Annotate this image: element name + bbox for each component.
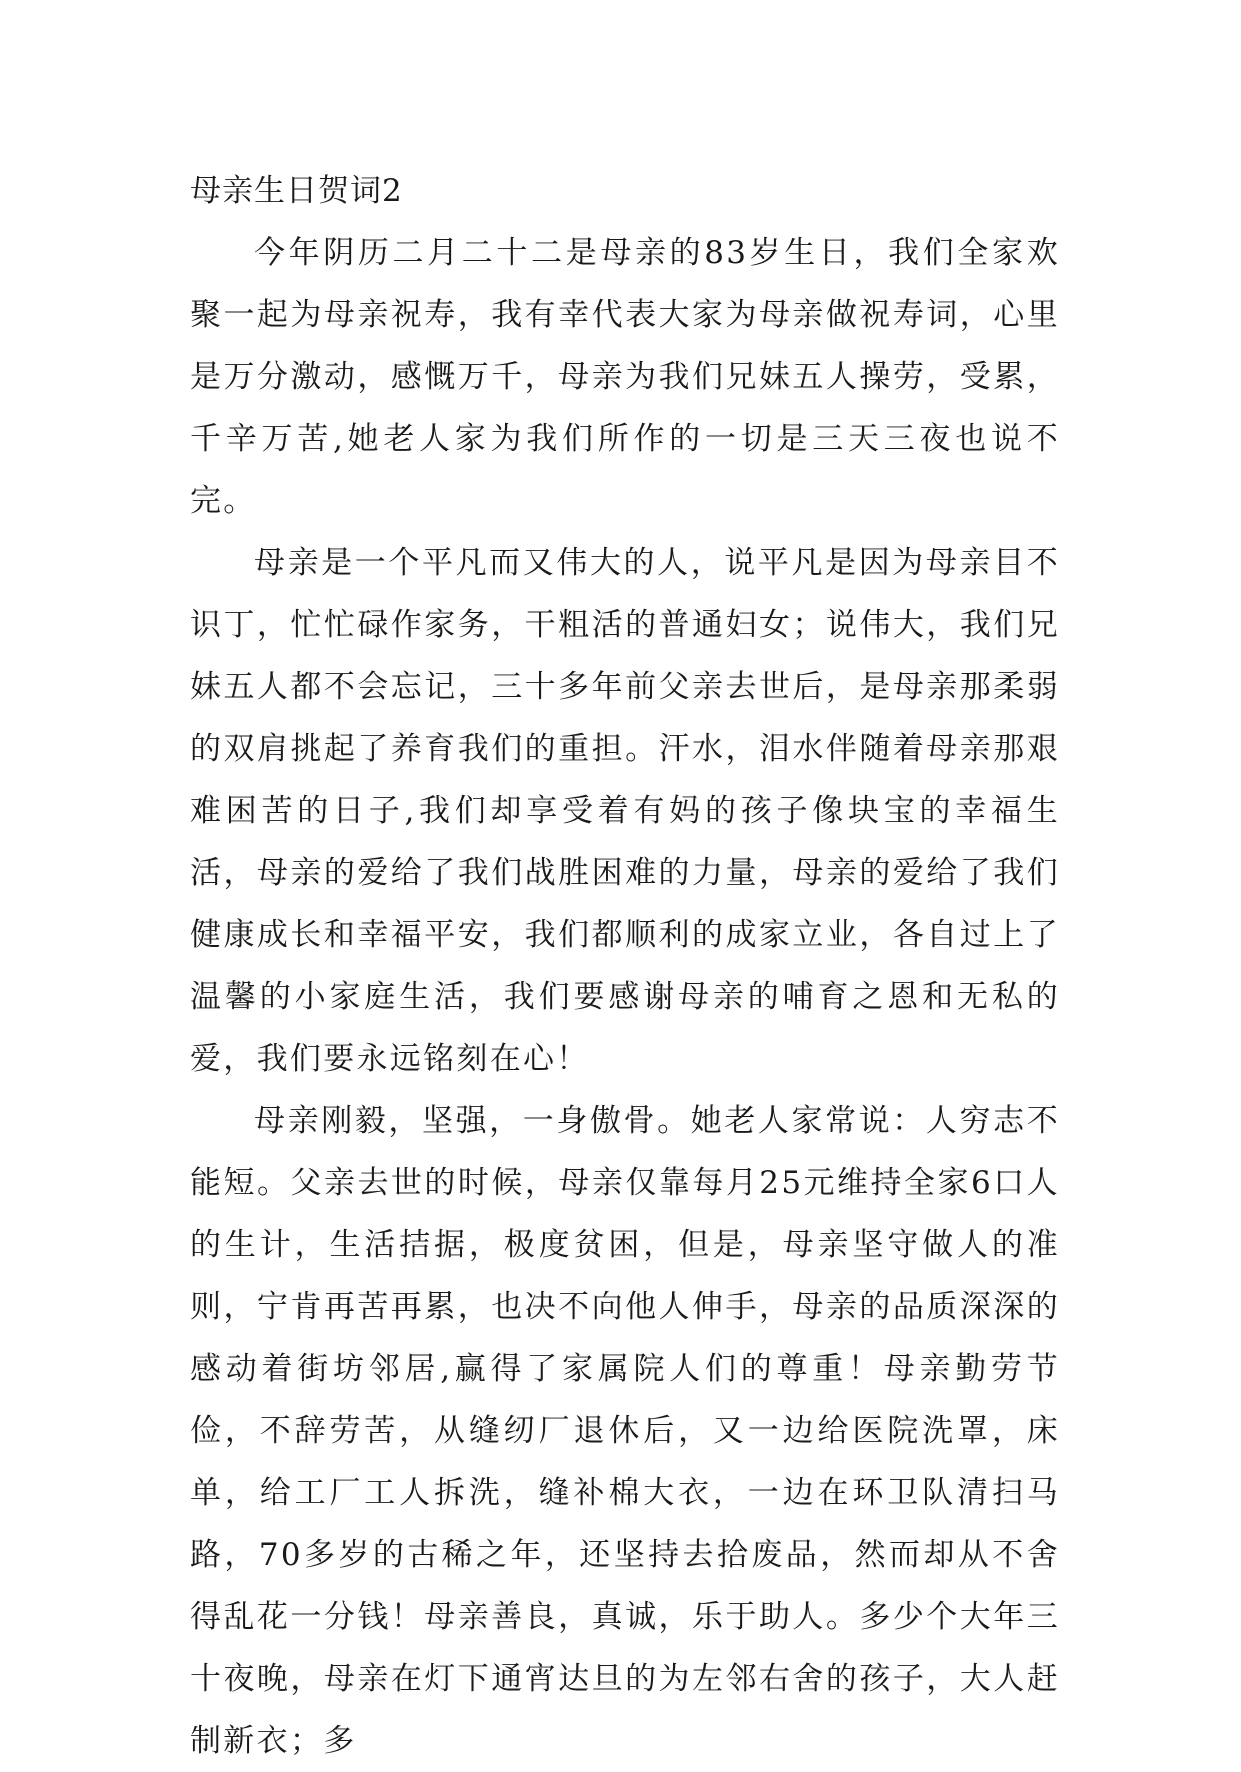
document-body [190,160,1060,1772]
paragraph-birthday-gathering: 今年阴历二月二十二是母亲的83岁生日，我们全家欢聚一起为母亲祝寿，我有幸代表大家为母亲做祝寿词，心里是万分激动，感慨万千，母亲为我们兄妹五人操劳，受累，千辛万苦,她老人家为我们所作的一切是三天三夜也说不完。 [190,235,1060,519]
document-title: 母亲生日贺词2 [190,173,403,209]
paragraph-ordinary-and-great: 母亲是一个平凡而又伟大的人，说平凡是因为母亲目不识丁，忙忙碌作家务，干粗活的普通妇女；说伟大，我们兄妹五人都不会忘记，三十多年前父亲去世后，是母亲那柔弱的双肩挑起了养育我们的重担。汗水，泪水伴随着母亲那艰难困苦的日子,我们却享受着有妈的孩子像块宝的幸福生活，母亲的爱给了我们战胜困难的力量，母亲的爱给了我们健康成长和幸福平安，我们都顺利的成家立业，各自过上了温馨的小家庭生活，我们要感谢母亲的哺育之恩和无私的爱，我们要永远铭刻在心！ [190,545,1060,1077]
paragraph-resilient-mother: 母亲刚毅，坚强，一身傲骨。她老人家常说：人穷志不能短。父亲去世的时候，母亲仅靠每月25元维持全家6口人的生计，生活拮据，极度贫困，但是，母亲坚守做人的准则，宁肯再苦再累，也决不向他人伸手，母亲的品质深深的感动着街坊邻居,赢得了家属院人们的尊重！母亲勤劳节俭，不辞劳苦，从缝纫厂退休后，又一边给医院洗罩，床单，给工厂工人拆洗，缝补棉大衣，一边在环卫队清扫马路，70多岁的古稀之年，还坚持去拾废品，然而却从不舍得乱花一分钱！母亲善良，真诚，乐于助人。多少个大年三十夜晚，母亲在灯下通宵达旦的为左邻右舍的孩子，大人赶制新衣；多 [190,1103,1060,1759]
